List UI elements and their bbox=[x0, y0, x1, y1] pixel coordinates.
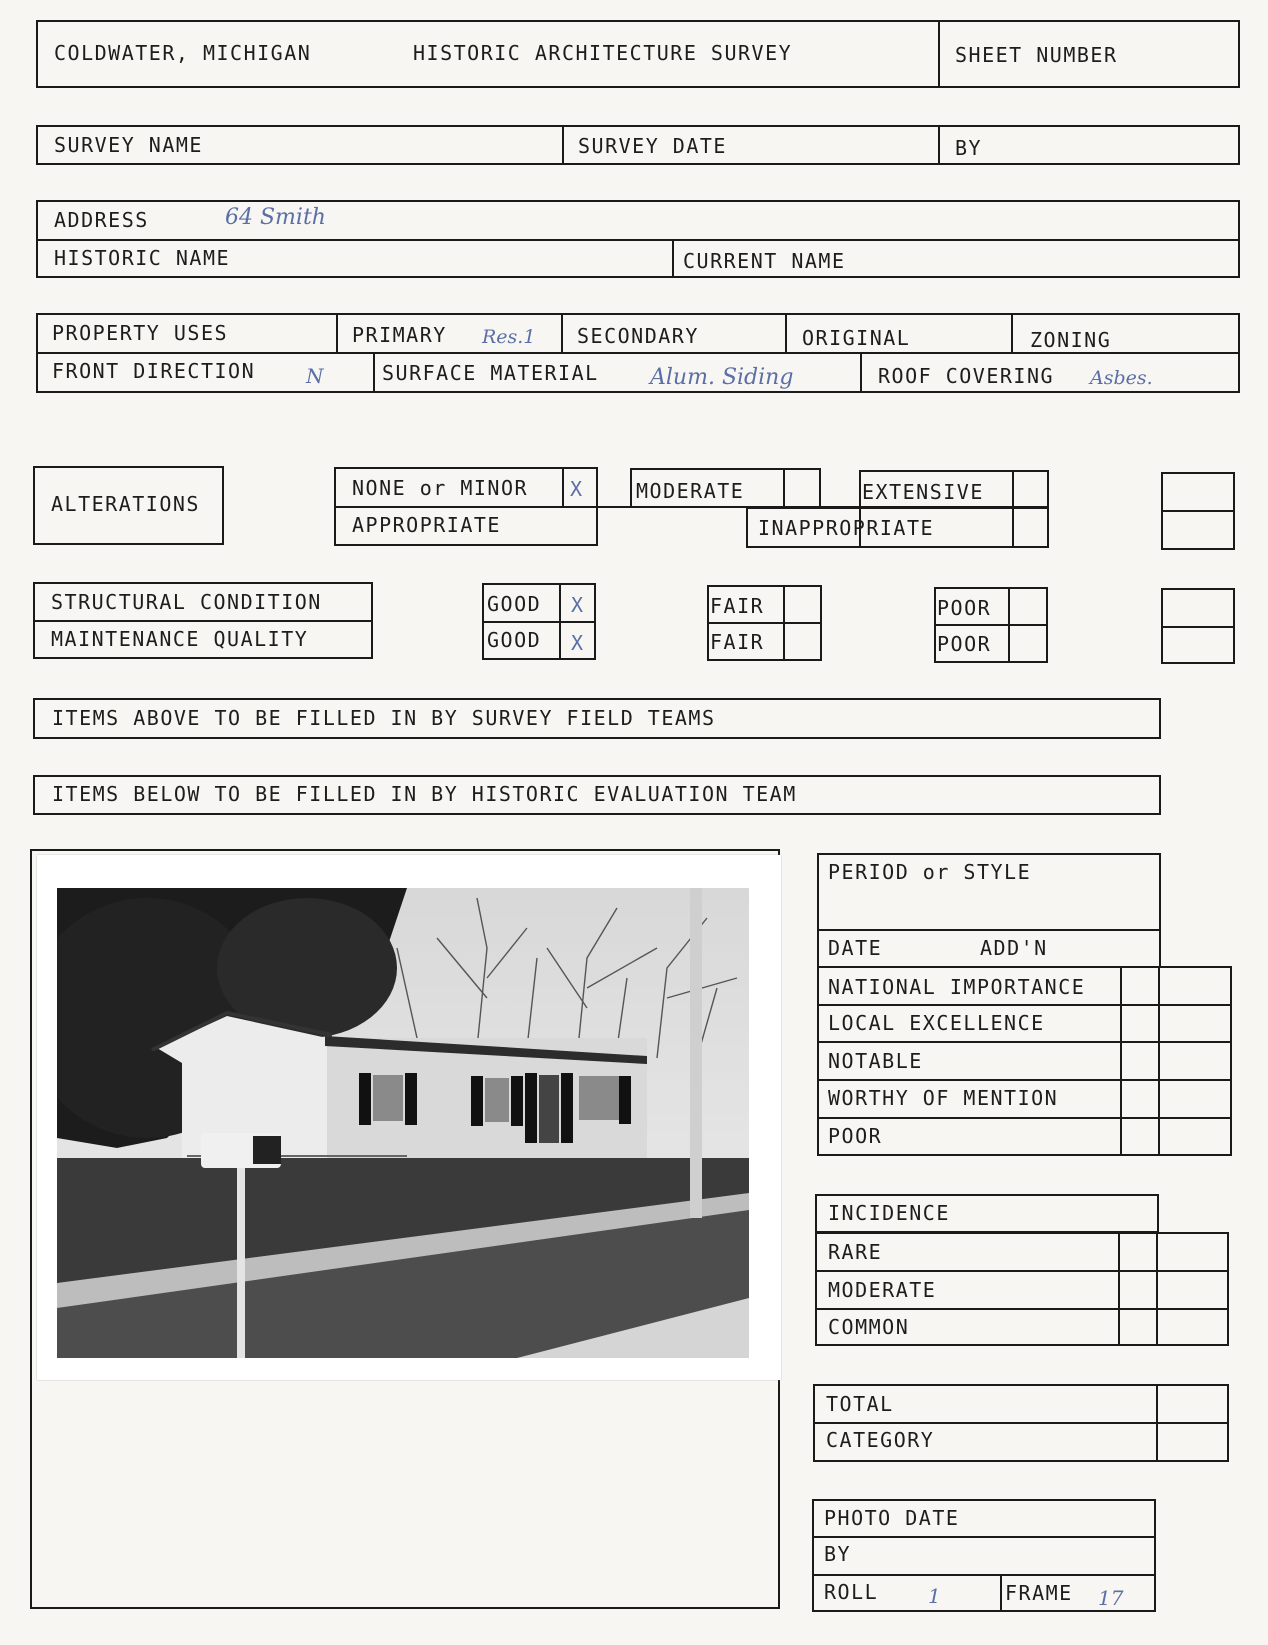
total-label: TOTAL bbox=[826, 1392, 894, 1416]
property-hline bbox=[36, 352, 1240, 354]
frame-value: 17 bbox=[1098, 1586, 1124, 1610]
condition-label-divider bbox=[33, 620, 373, 622]
moderate-label: MODERATE bbox=[636, 479, 745, 503]
items-below-note: ITEMS BELOW TO BE FILLED IN BY HISTORIC EVALUATION TEAM bbox=[52, 782, 797, 806]
sheet-number-label: SHEET NUMBER bbox=[955, 43, 1118, 67]
incidence-label: INCIDENCE bbox=[828, 1201, 950, 1225]
appropriate-label: APPROPRIATE bbox=[352, 513, 501, 537]
address-divider bbox=[672, 239, 674, 278]
roll-value: 1 bbox=[928, 1584, 941, 1608]
front-direction-label: FRONT DIRECTION bbox=[52, 359, 256, 383]
good-divider bbox=[482, 621, 596, 623]
appropriate-check-divider bbox=[596, 506, 598, 546]
extensive-label: EXTENSIVE bbox=[862, 480, 984, 504]
none-minor-check: X bbox=[570, 477, 583, 501]
historic-name-label: HISTORIC NAME bbox=[54, 246, 231, 270]
good-check-divider bbox=[559, 583, 561, 660]
header-divider bbox=[938, 20, 940, 88]
totals-col bbox=[1156, 1384, 1158, 1462]
photo-by-label: BY bbox=[824, 1542, 852, 1566]
property-uses-label: PROPERTY USES bbox=[52, 321, 229, 345]
address-value: 64 Smith bbox=[225, 205, 326, 230]
current-name-label: CURRENT NAME bbox=[683, 249, 846, 273]
evaluation-poor-label: POOR bbox=[828, 1124, 883, 1148]
roof-covering-value: Asbes. bbox=[1090, 367, 1153, 389]
address-label: ADDRESS bbox=[54, 208, 149, 232]
incidence-line-1 bbox=[815, 1270, 1229, 1272]
maintenance-good-check: X bbox=[571, 631, 584, 655]
items-above-note: ITEMS ABOVE TO BE FILLED IN BY SURVEY FIELD TEAMS bbox=[52, 706, 716, 730]
none-minor-check-divider bbox=[562, 467, 564, 506]
surface-material-value: Alum. Siding bbox=[650, 365, 794, 390]
property-div-2 bbox=[561, 313, 563, 352]
surface-material-label: SURFACE MATERIAL bbox=[382, 361, 599, 385]
importance-line-3 bbox=[817, 1079, 1232, 1081]
property-div-1 bbox=[336, 313, 338, 352]
importance-line-2 bbox=[817, 1041, 1232, 1043]
property-div-5 bbox=[373, 352, 375, 393]
maintenance-fair-label: FAIR bbox=[710, 630, 765, 654]
photo-date-label: PHOTO DATE bbox=[824, 1506, 960, 1530]
survey-by-label: BY bbox=[955, 136, 983, 160]
roof-covering-label: ROOF COVERING bbox=[878, 364, 1055, 388]
importance-col-1 bbox=[1120, 966, 1122, 1156]
house-photo bbox=[57, 888, 749, 1358]
photo-info-line-2 bbox=[812, 1574, 1156, 1576]
maintenance-good-label: GOOD bbox=[487, 628, 542, 652]
addn-label: ADD'N bbox=[980, 936, 1048, 960]
zoning-label: ZONING bbox=[1030, 328, 1112, 352]
none-minor-label: NONE or MINOR bbox=[352, 476, 529, 500]
primary-value: Res.1 bbox=[482, 326, 536, 348]
structural-fair-label: FAIR bbox=[710, 594, 765, 618]
inappropriate-label: INAPPROPRIATE bbox=[758, 516, 935, 540]
rare-label: RARE bbox=[828, 1240, 883, 1264]
property-div-4 bbox=[1011, 313, 1013, 352]
structural-poor-label: POOR bbox=[937, 596, 992, 620]
totals-divider bbox=[813, 1422, 1229, 1424]
survey-name-label: SURVEY NAME bbox=[54, 133, 203, 157]
survey-divider-1 bbox=[562, 125, 564, 165]
frame-label: FRAME bbox=[1005, 1581, 1073, 1605]
importance-line-1 bbox=[817, 1004, 1232, 1006]
roll-label: ROLL bbox=[824, 1580, 879, 1604]
structural-condition-label: STRUCTURAL CONDITION bbox=[51, 590, 322, 614]
property-div-6 bbox=[860, 352, 862, 393]
incidence-moderate-label: MODERATE bbox=[828, 1278, 937, 1302]
alterations-score-divider bbox=[1161, 510, 1235, 512]
structural-good-check: X bbox=[571, 593, 584, 617]
importance-line-4 bbox=[817, 1117, 1232, 1119]
fair-check-divider bbox=[783, 585, 785, 661]
category-label: CATEGORY bbox=[826, 1428, 935, 1452]
incidence-col-1 bbox=[1118, 1232, 1120, 1346]
secondary-label: SECONDARY bbox=[577, 324, 699, 348]
local-excellence-label: LOCAL EXCELLENCE bbox=[828, 1011, 1045, 1035]
notable-label: NOTABLE bbox=[828, 1049, 923, 1073]
moderate-check-divider bbox=[783, 468, 785, 508]
roll-frame-divider bbox=[1000, 1574, 1002, 1612]
property-div-3 bbox=[785, 313, 787, 352]
worthy-of-mention-label: WORTHY OF MENTION bbox=[828, 1086, 1059, 1110]
house-photo-mount bbox=[37, 855, 781, 1380]
period-style-label: PERIOD or STYLE bbox=[828, 860, 1032, 884]
common-label: COMMON bbox=[828, 1315, 910, 1339]
city-label: COLDWATER, MICHIGAN bbox=[54, 41, 312, 65]
fair-divider bbox=[707, 622, 822, 624]
original-label: ORIGINAL bbox=[802, 326, 911, 350]
structural-good-label: GOOD bbox=[487, 592, 542, 616]
national-importance-label: NATIONAL IMPORTANCE bbox=[828, 975, 1086, 999]
incidence-line-2 bbox=[815, 1308, 1229, 1310]
period-date-divider bbox=[817, 929, 1161, 931]
importance-col-2 bbox=[1158, 966, 1160, 1156]
condition-score-divider bbox=[1161, 626, 1235, 628]
poor-check-divider bbox=[1008, 587, 1010, 663]
survey-title: HISTORIC ARCHITECTURE SURVEY bbox=[413, 41, 793, 65]
maintenance-poor-label: POOR bbox=[937, 632, 992, 656]
photo-info-line-1 bbox=[812, 1536, 1156, 1538]
front-direction-value: N bbox=[306, 364, 324, 388]
address-hline bbox=[36, 239, 1240, 241]
alterations-label: ALTERATIONS bbox=[51, 492, 200, 516]
maintenance-quality-label: MAINTENANCE QUALITY bbox=[51, 627, 309, 651]
incidence-col-2 bbox=[1156, 1232, 1158, 1346]
date-label: DATE bbox=[828, 936, 883, 960]
poor-divider bbox=[934, 624, 1048, 626]
survey-date-label: SURVEY DATE bbox=[578, 134, 727, 158]
survey-divider-2 bbox=[938, 125, 940, 165]
primary-label: PRIMARY bbox=[352, 323, 447, 347]
